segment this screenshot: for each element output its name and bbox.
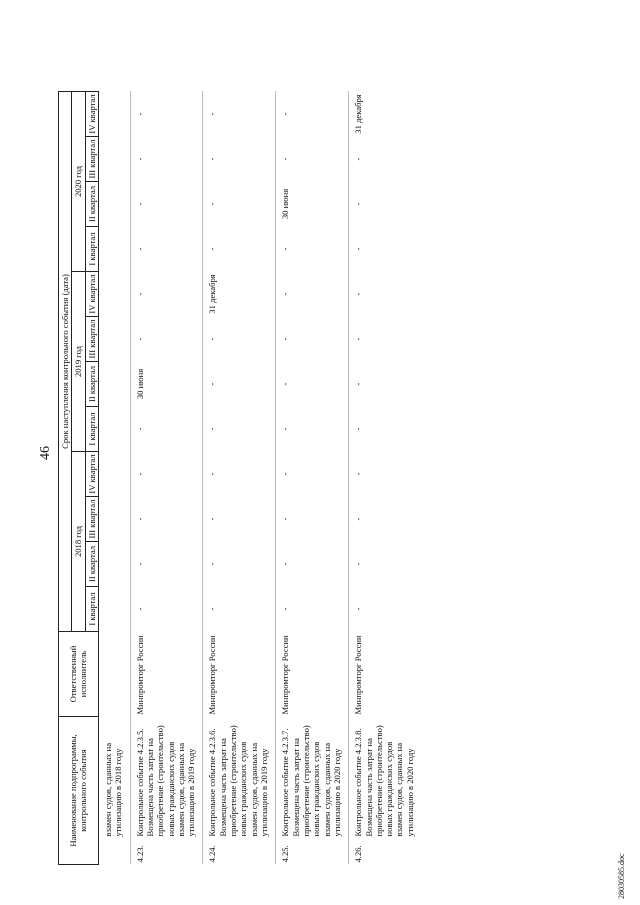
date-cell: - [130,227,203,272]
date-cell: - [130,317,203,362]
row-number: 4.23. [130,839,203,865]
table-row [130,92,203,865]
date-cell [98,407,130,452]
date-cell: - [276,272,349,317]
date-cell: - [203,587,276,632]
date-cell: - [349,272,421,317]
date-cell: - [276,362,349,407]
event-name: Контрольное событие 4.2.3.6. Возмещена часть затрат на приобретение (строительство) новых гражданских судов взамен судов, сданных на утилизацию в 2019 году [203,717,276,839]
event-name: взамен судов, сданных на утилизацию в 2018 году [102,742,124,837]
date-cell [98,317,130,362]
header-deadline-group: Срок наступления контрольного события (дата) [59,92,72,632]
header-quarter: I квартал [85,227,98,272]
header-quarter: III квартал [85,137,98,182]
date-cell: - [349,587,421,632]
header-quarter: IV квартал [85,452,98,497]
date-cell: - [276,317,349,362]
date-cell [98,452,130,497]
date-cell: - [349,137,421,182]
date-cell: - [276,137,349,182]
date-cell: - [349,497,421,542]
date-cell: - [130,542,203,587]
executor [98,632,130,717]
row-number: 4.26. [349,839,421,865]
date-cell: - [276,587,349,632]
date-cell: - [349,317,421,362]
date-cell: - [130,407,203,452]
date-cell: 31 декабря [203,272,276,317]
header-quarter: IV квартал [85,272,98,317]
date-cell: - [349,452,421,497]
date-cell: - [203,227,276,272]
row-number [98,839,130,865]
date-cell [98,497,130,542]
executor: Минпромторг России [203,632,276,717]
row-number: 4.25. [276,839,349,865]
executor: Минпромторг России [276,632,349,717]
date-cell [98,362,130,407]
header-year-2018: 2018 год [72,452,85,632]
date-cell [98,137,130,182]
header-executor: Ответственный исполнитель [59,632,99,717]
date-cell [98,542,130,587]
date-cell: - [130,272,203,317]
date-cell: - [130,137,203,182]
date-cell: - [349,542,421,587]
date-cell: - [276,92,349,137]
table-row [349,92,421,865]
date-cell [98,92,130,137]
header-year-2020: 2020 год [72,92,85,272]
date-cell: - [349,362,421,407]
header-quarter: III квартал [85,497,98,542]
table-row [98,92,130,865]
footer-doc-id: 28030585.doc [617,853,626,899]
row-number: 4.24. [203,839,276,865]
header-name: Наименование подпрограммы, контрольного события [59,717,99,865]
date-cell: 30 июня [276,182,349,227]
date-cell: - [203,137,276,182]
date-cell: - [203,542,276,587]
date-cell: - [130,587,203,632]
date-cell: 31 декабря [349,92,421,137]
date-cell: - [349,182,421,227]
date-cell: - [203,182,276,227]
page-number: 46 [38,446,53,460]
date-cell [98,587,130,632]
date-cell: - [130,92,203,137]
date-cell: - [130,452,203,497]
executor: Минпромторг России [349,632,421,717]
header-quarter: II квартал [85,362,98,407]
date-cell [98,227,130,272]
event-name: Контрольное событие 4.2.3.8. Возмещена часть затрат на приобретение (строительство) новых гражданских судов взамен судов, сданных на утилизацию в 2020 году [349,717,421,839]
date-cell [98,182,130,227]
date-cell: - [203,92,276,137]
executor: Минпромторг России [130,632,203,717]
date-cell: - [203,497,276,542]
date-cell: - [203,452,276,497]
header-quarter: IV квартал [85,92,98,137]
date-cell: - [276,407,349,452]
header-year-2019: 2019 год [72,272,85,452]
header-quarter: II квартал [85,182,98,227]
date-cell: - [276,452,349,497]
date-cell: - [130,497,203,542]
date-cell: - [349,407,421,452]
header-quarter: II квартал [85,542,98,587]
date-cell: - [130,182,203,227]
header-quarter: III квартал [85,317,98,362]
date-cell: - [276,227,349,272]
table-row [203,92,276,865]
control-events-table [58,91,421,865]
header-quarter: I квартал [85,587,98,632]
date-cell: - [203,362,276,407]
date-cell: - [276,542,349,587]
date-cell: - [349,227,421,272]
date-cell: 30 июня [130,362,203,407]
date-cell: - [203,407,276,452]
date-cell: - [276,497,349,542]
event-name: Контрольное событие 4.2.3.5. Возмещена часть затрат на приобретение (строительство) новых гражданских судов взамен судов, сданных на утилизацию в 2019 году [130,717,203,839]
date-cell [98,272,130,317]
event-name: Контрольное событие 4.2.3.7. Возмещена часть затрат на приобретение (строительство) новых гражданских судов взамен судов, сданных на утилизацию в 2020 году [276,717,349,839]
header-quarter: I квартал [85,407,98,452]
table-row [276,92,349,865]
date-cell: - [203,317,276,362]
